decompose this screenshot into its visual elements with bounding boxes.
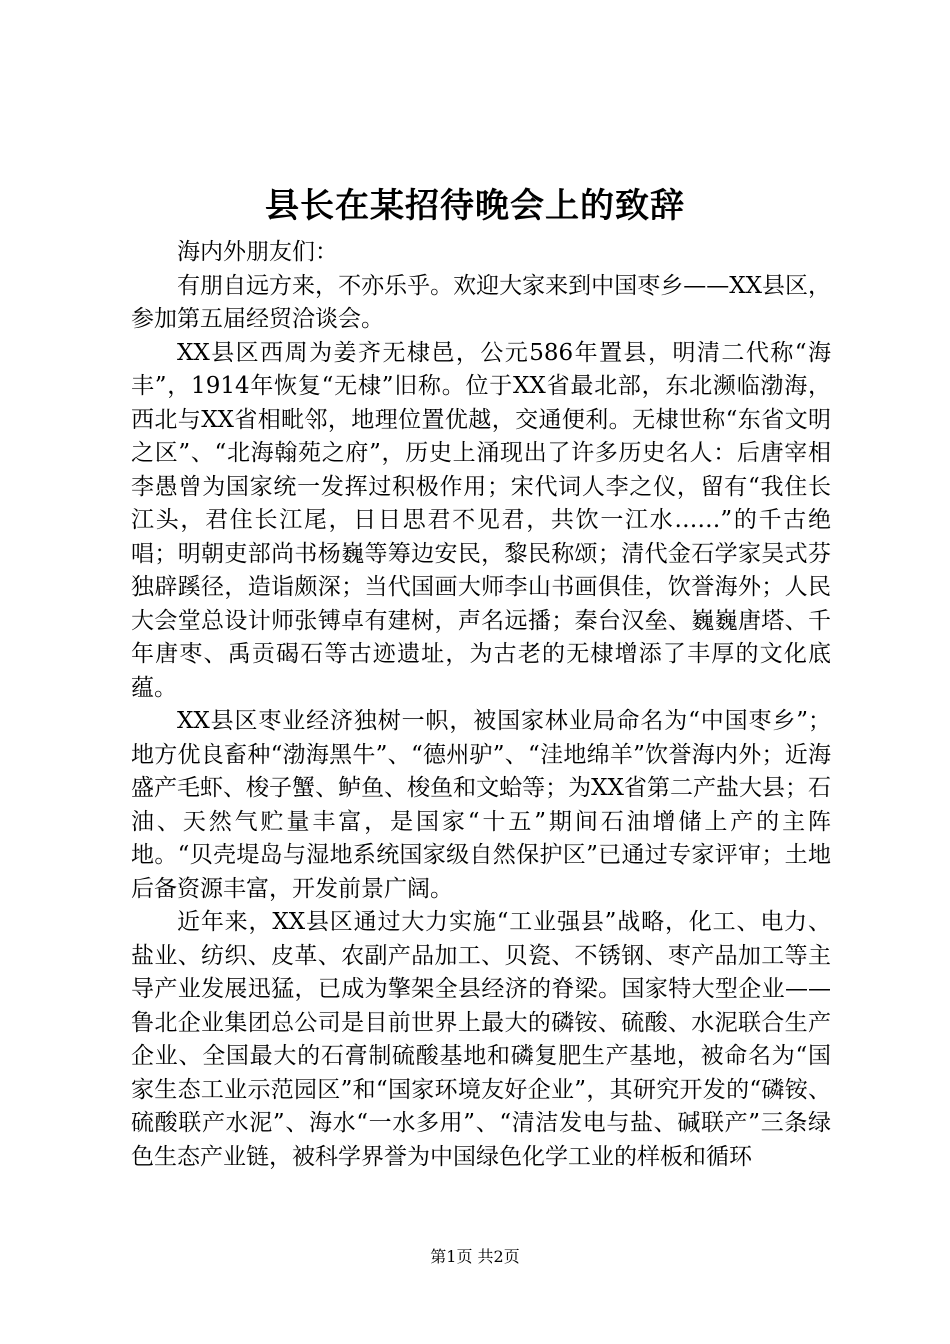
paragraph-history: XX县区西周为姜齐无棣邑，公元586年置县，明清二代称“海丰”，1914年恢复“无棣”旧称。位于XX省最北部，东北濒临渤海，西北与XX省相毗邻，地理位置优越，交通便利。无棣世称“东省文明之区”、“北海翰苑之府”，历史上涌现出了许多历史名人：后唐宰相李愚曾为国家统一发挥过积极作用；宋代词人李之仪，留有“我住长江头，君住长江尾，日日思君不见君，共饮一江水……”的千古绝唱；明朝吏部尚书杨巍等筹边安民，黎民称颂；清代金石学家吴式芬独辟蹊径，造诣颇深；当代国画大师李山书画俱佳，饮誉海外；人民大会堂总设计师张镈卓有建树，声名远播；秦台汉垒、巍巍唐塔、千年唐枣、禹贡碣石等古迹遗址，为古老的无棣增添了丰厚的文化底蕴。 [131, 339, 831, 701]
paragraph-greeting: 海内外朋友们： [177, 239, 338, 265]
page-number-footer: 第1页 共2页 [430, 1247, 520, 1266]
paragraph-resources: XX县区枣业经济独树一帜，被国家林业局命名为“中国枣乡”；地方优良畜种“渤海黑牛”、“德州驴”、“洼地绵羊”饮誉海内外；近海盛产毛虾、梭子蟹、鲈鱼、梭鱼和文蛤等；为XX省第二产盐大县；石油、天然气贮量丰富，是国家“十五”期间石油增储上产的主阵地。“贝壳堤岛与湿地系统国家级自然保护区”已通过专家评审；土地后备资源丰富，开发前景广阔。 [131, 708, 831, 902]
document-title: 县长在某招待晚会上的致辞 [265, 186, 685, 226]
document-body [131, 236, 831, 1174]
paragraph-welcome: 有朋自远方来，不亦乐乎。欢迎大家来到中国枣乡——XX县区，参加第五届经贸洽谈会。 [131, 272, 831, 332]
paragraph-industry: 近年来，XX县区通过大力实施“工业强县”战略，化工、电力、盐业、纺织、皮革、农副产品加工、贝瓷、不锈钢、枣产品加工等主导产业发展迅猛，已成为擎架全县经济的脊梁。国家特大型企业——鲁北企业集团总公司是目前世界上最大的磷铵、硫酸、水泥联合生产企业、全国最大的石膏制硫酸基地和磷复肥生产基地，被命名为“国家生态工业示范园区”和“国家环境友好企业”，其研究开发的“磷铵、硫酸联产水泥”、海水“一水多用”、“清洁发电与盐、碱联产”三条绿色生态产业链，被科学界誉为中国绿色化学工业的样板和循环 [131, 909, 831, 1170]
